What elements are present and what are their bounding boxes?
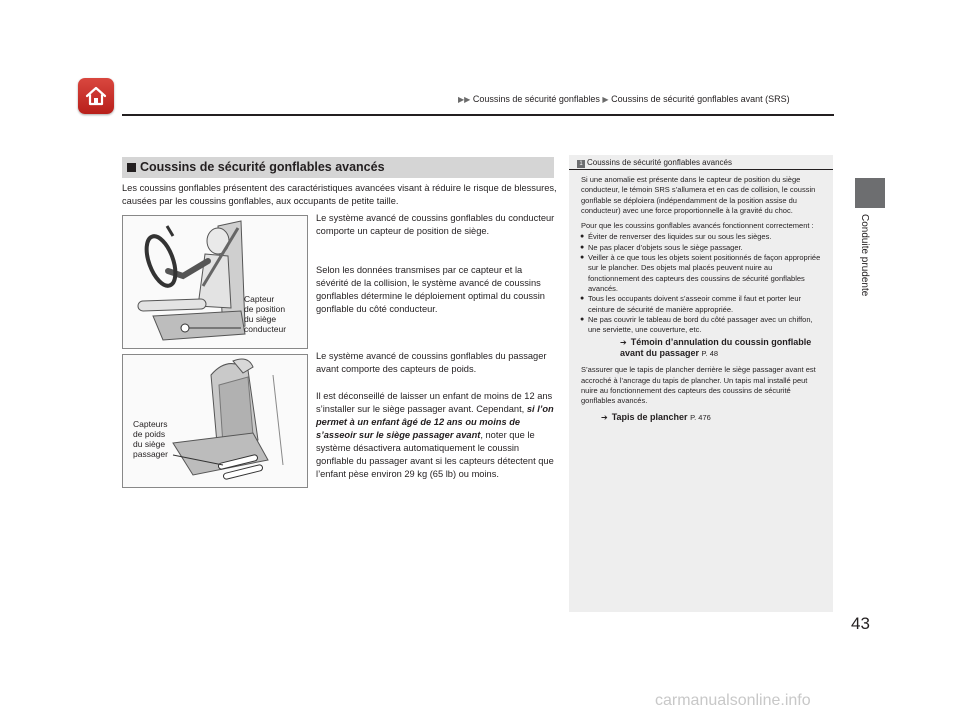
figure-label-line: du siège xyxy=(244,314,277,324)
list-item: ● Tous les occupants doivent s’asseoir comme il faut et porter leur ceinture de sécurité de manière appropriée. xyxy=(581,294,825,315)
cross-reference-title[interactable]: Témoin d’annulation du coussin gonflable avant du passager xyxy=(620,337,812,359)
paragraph: Le système avancé de coussins gonflables du conducteur comporte un capteur de position de siège. xyxy=(316,213,555,236)
cross-reference-page[interactable]: P. 476 xyxy=(690,412,711,422)
chapter-tab-label[interactable]: Conduite prudente xyxy=(859,214,870,297)
figure-label-line: passager xyxy=(133,449,168,459)
paragraph-emphasis: si l’on permet à un enfant âgé de 12 ans ou moins de s’asseoir sur le siège passager avant xyxy=(316,404,554,440)
reference-arrow-icon: ➔ xyxy=(601,412,608,422)
paragraph-text: Il est déconseillé de laisser un enfant de moins de 12 ans s’installer sur le siège passager avant. Cependant, xyxy=(316,391,553,414)
passenger-seat-figure xyxy=(122,354,308,488)
breadcrumb-arrow-icon: ▶▶ xyxy=(458,95,471,104)
breadcrumb-arrow-icon: ▶ xyxy=(602,95,609,104)
chapter-tab[interactable] xyxy=(855,178,885,208)
home-icon xyxy=(84,84,108,108)
list-item: ● Éviter de renverser des liquides sur ou sous les sièges. xyxy=(581,232,825,242)
paragraph: Le système avancé de coussins gonflables du passager avant comporte des capteurs de poids. xyxy=(316,351,547,374)
figure-label-line: conducteur xyxy=(244,324,287,334)
section-title: Coussins de sécurité gonflables avancés xyxy=(140,160,385,174)
cross-reference-page[interactable]: P. 48 xyxy=(701,349,719,359)
paragraph-text: , noter que le système désactivera automatiquement le coussin gonflable du passager avant si les capteurs détectent que l’enfant pèse environ 29 kg (65 lb) ou moins. xyxy=(316,430,554,479)
list-item: ● Veiller à ce que tous les objets soient positionnés de façon appropriée sur le plancher. Des objets mal placés peuvent nuire au fonctionnement des capteurs des coussins de sécurité gonflables avancés. xyxy=(581,253,825,294)
sidebar-paragraph: S’assurer que le tapis de plancher derrière le siège passager avant est accroché à l’ancrage du tapis de plancher. Un tapis mal installé peut nuire au fonctionnement des capteurs des coussins de sécurité gonflables avancés. xyxy=(581,365,816,406)
header-rule xyxy=(122,114,834,116)
section-square-icon xyxy=(127,163,136,172)
sidebar-body xyxy=(581,175,825,429)
sidebar-paragraph: Si une anomalie est présente dans le capteur de position du siège conducteur, le témoin SRS s’allumera et en cas de collision, le coussin gonflable se déploiera (indépendamment de la position assise du conducteur) avec une force proportionnelle à la gravité du choc. xyxy=(581,175,816,215)
note-icon: 1 xyxy=(577,160,585,168)
cross-reference-link[interactable] xyxy=(581,412,825,423)
watermark: carmanualsonline.info xyxy=(655,692,811,709)
paragraph: Selon les données transmises par ce capteur et la sévérité de la collision, le système avancé de coussins gonflables détermine le déploiement optimal du coussin gonflable du côté conducteur. xyxy=(316,265,545,314)
notes-sidebar xyxy=(569,155,833,612)
sidebar-bullet-list xyxy=(581,232,825,335)
paragraph xyxy=(316,390,556,481)
section-heading xyxy=(122,157,554,178)
home-button[interactable] xyxy=(78,78,114,114)
intro-paragraph: Les coussins gonflables présentent des caractéristiques avancées visant à réduire le risque de blessures, causées par les coussins gonflables, aux occupants de petite taille. xyxy=(122,183,557,206)
page-number: 43 xyxy=(851,614,870,633)
sidebar-heading-text: Coussins de sécurité gonflables avancés xyxy=(587,158,732,167)
breadcrumb-item[interactable]: Coussins de sécurité gonflables avant (SRS) xyxy=(611,94,790,104)
figure-label-line: Capteur xyxy=(244,294,275,304)
cross-reference-title[interactable]: Tapis de plancher xyxy=(611,411,688,422)
cross-reference-link[interactable] xyxy=(581,337,825,359)
figure-label-line: de poids xyxy=(133,429,166,439)
figure-label-line: du siège xyxy=(133,439,166,449)
breadcrumb xyxy=(458,94,790,104)
figure-label-line: Capteurs xyxy=(133,419,168,429)
sidebar-paragraph: Pour que les coussins gonflables avancés fonctionnent correctement : xyxy=(581,221,814,231)
list-item: ● Ne pas placer d’objets sous le siège passager. xyxy=(581,243,825,253)
list-item: ● Ne pas couvrir le tableau de bord du côté passager avec un chiffon, une serviette, une couverture, etc. xyxy=(581,315,825,336)
driver-seat-figure xyxy=(122,215,308,349)
reference-arrow-icon: ➔ xyxy=(620,338,627,348)
sidebar-heading xyxy=(577,158,732,168)
sidebar-rule xyxy=(569,169,833,170)
breadcrumb-item[interactable]: Coussins de sécurité gonflables xyxy=(472,94,600,104)
figure-label-line: de position xyxy=(244,304,286,314)
